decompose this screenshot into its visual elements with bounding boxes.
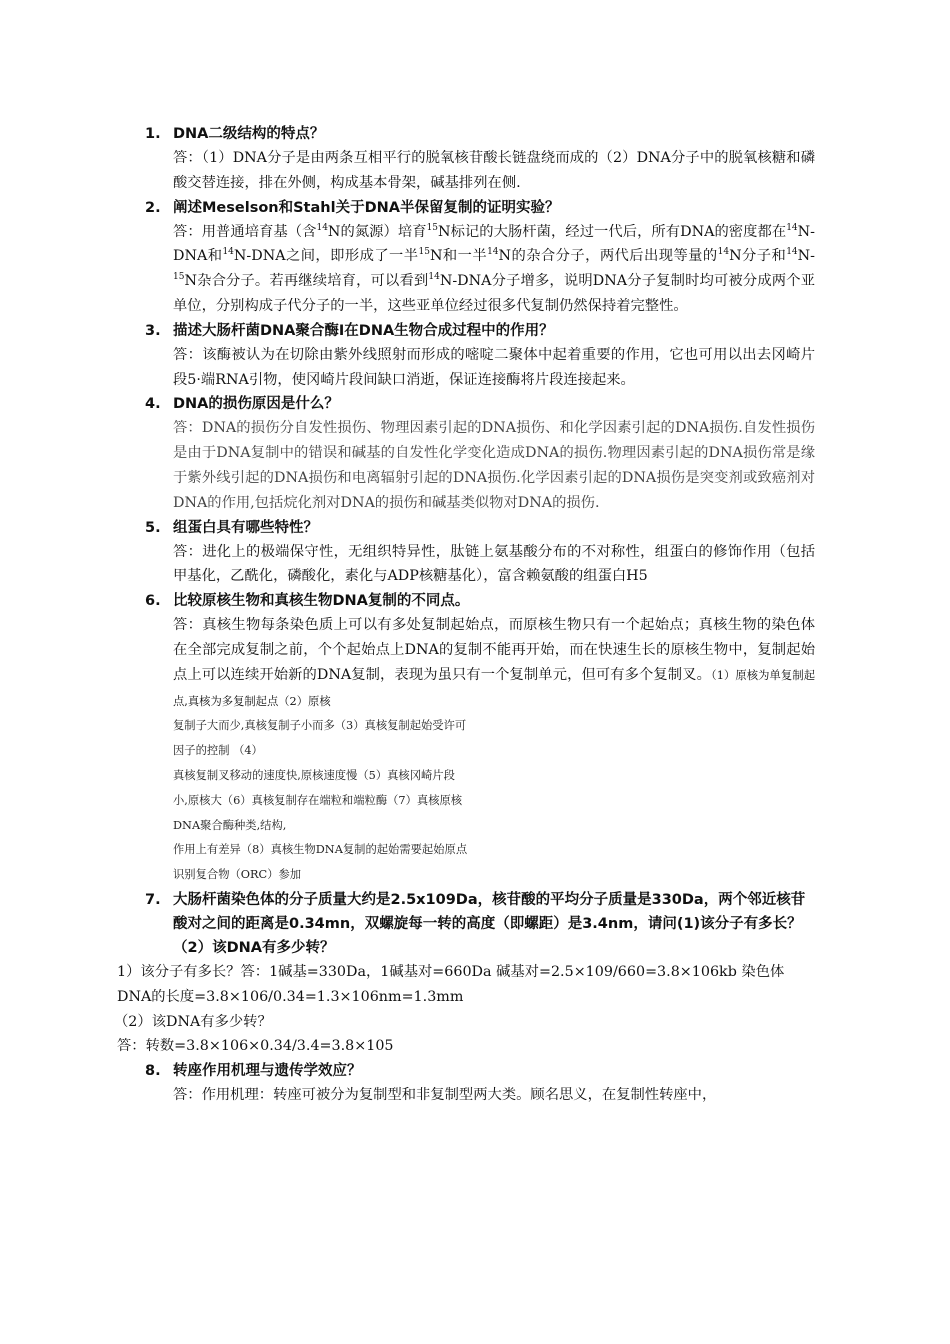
answer-text: N-	[797, 248, 815, 265]
answer-8: 答：作用机理：转座可被分为复制型和非复制型两大类。顾名思义，在复制性转座中，	[173, 1087, 717, 1104]
answer-6-line: 识别复合物（ORC）参加	[173, 868, 302, 882]
question-2	[145, 196, 815, 220]
isotope-superscript: 15	[418, 247, 430, 258]
question-title: DNA的损伤原因是什么？	[173, 396, 339, 413]
answer-5: 答：进化上的极端保守性，无组织特异性，肽链上氨基酸分布的不对称性，组蛋白的修饰作用（包括甲基化，乙酰化，磷酸化，素化与ADP核糖基化），富含赖氨酸的组蛋白H5	[173, 543, 815, 585]
answer-text: N的杂合分子，两代后出现等量的	[498, 248, 718, 265]
answer-7-line: 答：转数=3.8×106×0.34/3.4=3.8×105	[117, 1038, 394, 1055]
answer-1: 答：（1）DNA分子是由两条互相平行的脱氧核苷酸长链盘绕而成的（2）DNA分子中的脱氧核糖和磷酸交替连接，排在外侧，构成基本骨架，碱基排列在侧.	[173, 150, 815, 191]
answer-text: 答：真核生物每条染色质上可以有多处复制起始点，而原核生物只有一个起始点；真核生物的染色体在全部完成复制之前，个个起始点上DNA的复制不能再开始，而在快速生长的原核生物中，复制起始点上可以连续开始新的DNA复制，表现为虽只有一个复制单元，但可有多个复制叉。	[173, 617, 815, 683]
question-number: 2.	[145, 199, 161, 216]
question-1	[145, 122, 815, 146]
answer-text: N杂合分子。若再继续培育，可以看到	[184, 273, 429, 290]
answer-6-line: 作用上有差异（8）真核生物DNA复制的起始需要起始原点	[173, 843, 468, 857]
question-number: 7.	[145, 891, 161, 908]
answer-4: 答：DNA的损伤分自发性损伤、物理因素引起的DNA损伤、和化学因素引起的DNA损伤.自发性损伤是由于DNA复制中的错误和碱基的自发性化学变化造成DNA的损伤.物理因素引起的DNA损伤常是缘于紫外线引起的DNA损伤和电离辐射引起的DNA损伤.化学因素引起的DNA损伤是突变剂或致癌剂对DNA的作用,包括烷化剂对DNA的损伤和碱基类似物对DNA的损伤.	[173, 420, 815, 511]
answer-3: 答：该酶被认为在切除由紫外线照射而形成的嘧啶二聚体中起着重要的作用，它也可用以出去冈崎片段5·端RNA引物，使冈崎片段间缺口消逝，保证连接酶将片段连接起来。	[173, 346, 815, 388]
answer-7-line: 1）该分子有多长？答：1碱基=330Da，1碱基对=660Da 碱基对=2.5×109/660=3.8×106kb 染色体DNA的长度=3.8×106/0.34=1.3×106nm=1.3mm	[117, 963, 785, 1005]
question-number: 8.	[145, 1063, 161, 1080]
question-title: DNA二级结构的特点？	[173, 126, 325, 142]
isotope-superscript: 14	[786, 222, 798, 233]
question-title: 转座作用机理与遗传学效应？	[173, 1063, 362, 1080]
answer-text: N和一半	[429, 248, 488, 265]
question-number: 4.	[145, 396, 161, 413]
question-number: 3.	[145, 322, 161, 339]
question-title: 阐述Meselson和Stahl关于DNA半保留复制的证明实验？	[173, 199, 560, 216]
answer-text: 答：用普通培育基（含	[173, 223, 317, 240]
answer-text: N的氮源）培育	[327, 223, 427, 240]
isotope-superscript: 14	[487, 247, 499, 258]
question-number: 5.	[145, 519, 161, 536]
isotope-superscript: 14	[786, 247, 798, 258]
answer-text: N分子和	[729, 248, 787, 265]
answer-6	[173, 613, 815, 714]
isotope-superscript: 14	[428, 272, 440, 283]
question-title: 组蛋白具有哪些特性？	[173, 519, 318, 536]
question-number: 1.	[145, 126, 161, 142]
answer-6-line: 小,原核大（6）真核复制存在端粒和端粒酶（7）真核原核	[173, 793, 463, 807]
isotope-superscript: 15	[426, 222, 439, 233]
question-8	[145, 1059, 815, 1083]
question-4	[145, 392, 815, 416]
question-title: 描述大肠杆菌DNA聚合酶I在DNA生物合成过程中的作用？	[173, 322, 554, 339]
question-6	[145, 589, 815, 613]
answer-6-line: DNA聚合酶种类,结构,	[173, 818, 287, 832]
isotope-superscript: 14	[717, 247, 730, 258]
answer-text: N-DNA之间，即形成了一半	[233, 248, 419, 265]
isotope-superscript: 14	[316, 222, 328, 233]
answer-7-line: （2）该DNA有多少转？	[114, 1013, 272, 1030]
answer-6-line: 复制子大而少,真核复制子小而多（3）真核复制起始受许可	[173, 719, 467, 733]
answer-text: N-DNA和	[173, 223, 815, 265]
answer-2	[173, 220, 815, 319]
question-3	[145, 319, 815, 343]
answer-6-line: 因子的控制 （4）	[173, 744, 263, 758]
isotope-superscript: 15	[173, 272, 185, 283]
question-5	[145, 516, 815, 540]
question-title: 比较原核生物和真核生物DNA复制的不同点。	[173, 593, 470, 610]
question-number: 6.	[145, 593, 161, 610]
answer-6-line: 真核复制叉移动的速度快,原核速度慢（5）真核冈崎片段	[173, 768, 455, 782]
isotope-superscript: 14	[222, 247, 234, 258]
question-7	[145, 888, 815, 960]
answer-summary-start: （1）原核为单复制起点,真核为多复制起点（2）原核	[173, 668, 815, 708]
answer-text: N标记的大肠杆菌，经过一代后，所有DNA的密度都在	[438, 223, 787, 240]
answer-text: N-DNA分子增多，说明DNA分子复制时均可被分成两个亚单位，分别构成子代分子的一半，这些亚单位经过很多代复制仍然保持着完整性。	[173, 273, 815, 314]
question-title: 大肠杆菌染色体的分子质量大约是2.5x109Da，核苷酸的平均分子质量是330Da，两个邻近核苷酸对之间的距离是0.34mn，双螺旋每一转的高度（即螺距）是3.4nm，请问(1)该分子有多长？（2）该DNA有多少转？	[173, 891, 806, 956]
document-content	[114, 122, 815, 1108]
